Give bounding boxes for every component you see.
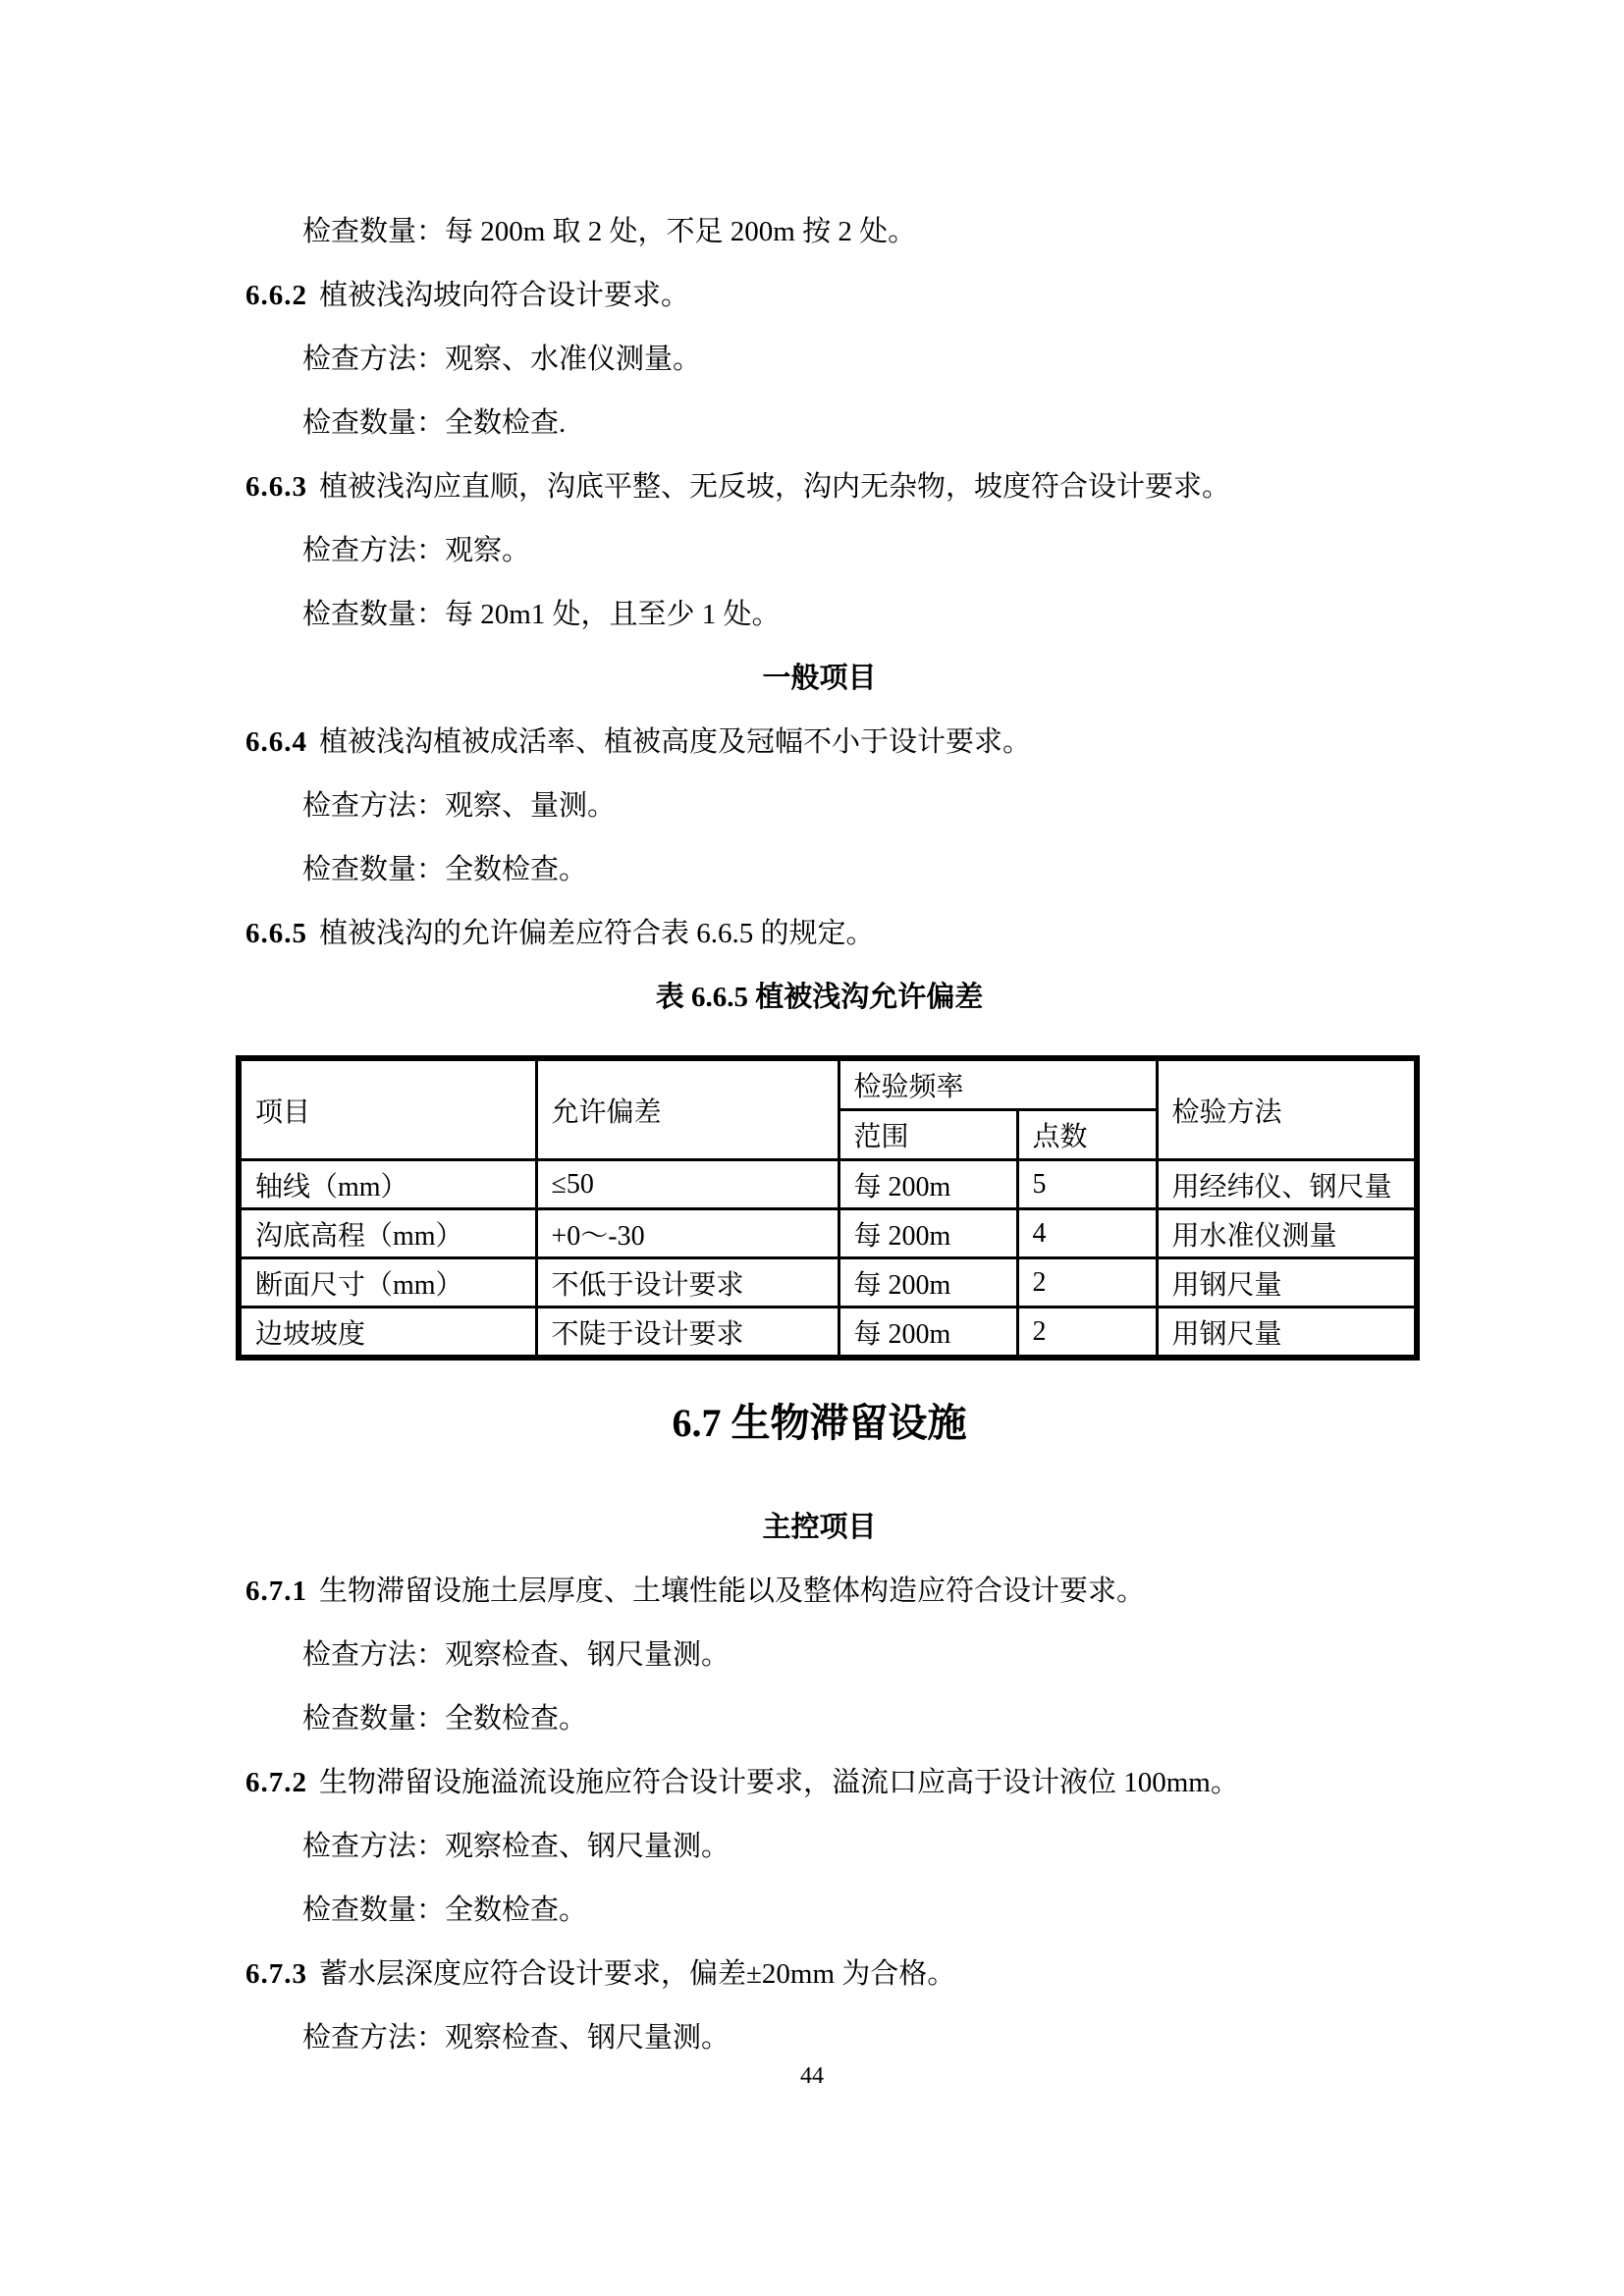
clause-number: 6.6.5	[245, 918, 307, 949]
cell-points: 4	[1017, 1209, 1157, 1258]
cell-points: 5	[1017, 1160, 1157, 1209]
clause-text: 植被浅沟的允许偏差应符合表 6.6.5 的规定。	[319, 918, 875, 949]
check-method-line: 检查方法：观察、量测。	[302, 790, 617, 822]
cell-method: 用水准仪测量	[1157, 1209, 1417, 1258]
cell-range: 每 200m	[839, 1258, 1017, 1308]
cell-points: 2	[1017, 1258, 1157, 1308]
tolerance-table	[236, 1055, 1420, 1361]
clause-number: 6.6.3	[245, 471, 307, 503]
clause-6-7-1	[245, 1560, 1393, 1624]
clause-number: 6.6.2	[245, 280, 307, 311]
clause-6-6-4	[245, 711, 1393, 774]
clause-text: 蓄水层深度应符合设计要求，偏差±20mm 为合格。	[319, 1958, 956, 1990]
clause-text: 生物滞留设施溢流设施应符合设计要求，溢流口应高于设计液位 100mm。	[319, 1767, 1239, 1798]
check-quantity-line: 检查数量：每 20m1 处，且至少 1 处。	[302, 599, 781, 630]
check-method-line: 检查方法：观察检查、钢尺量测。	[302, 1831, 731, 1862]
check-quantity-line: 检查数量：每 200m 取 2 处，不足 200m 按 2 处。	[302, 216, 917, 247]
clause-6-6-5	[245, 902, 1393, 966]
table-row	[239, 1308, 1417, 1359]
clause-6-6-3	[245, 455, 1393, 519]
cell-points: 2	[1017, 1308, 1157, 1359]
section-title-6-7: 6.7 生物滞留设施	[672, 1401, 967, 1445]
cell-item: 边坡坡度	[239, 1308, 536, 1359]
check-quantity-line: 检查数量：全数检查.	[302, 407, 567, 439]
col-header-method: 检验方法	[1157, 1058, 1417, 1160]
col-header-item: 项目	[239, 1058, 536, 1160]
clause-number: 6.7.2	[245, 1767, 307, 1798]
cell-tolerance: +0～-30	[536, 1209, 839, 1258]
check-quantity-line: 检查数量：全数检查。	[302, 1703, 588, 1735]
cell-method: 用钢尺量	[1157, 1258, 1417, 1308]
check-quantity-line: 检查数量：全数检查。	[302, 854, 588, 885]
cell-method: 用钢尺量	[1157, 1308, 1417, 1359]
cell-range: 每 200m	[839, 1308, 1017, 1359]
clause-number: 6.7.3	[245, 1958, 307, 1990]
cell-method: 用经纬仪、钢尺量	[1157, 1160, 1417, 1209]
clause-6-6-2	[245, 264, 1393, 328]
clause-number: 6.7.1	[245, 1575, 307, 1607]
clause-number: 6.6.4	[245, 726, 307, 758]
clause-text: 植被浅沟应直顺，沟底平整、无反坡，沟内无杂物，坡度符合设计要求。	[319, 471, 1231, 503]
check-quantity-line: 检查数量：全数检查。	[302, 1895, 588, 1926]
table-row	[239, 1258, 1417, 1308]
cell-item: 轴线（mm）	[239, 1160, 536, 1209]
clause-text: 植被浅沟坡向符合设计要求。	[319, 280, 690, 311]
col-header-tolerance: 允许偏差	[536, 1058, 839, 1160]
cell-item: 沟底高程（mm）	[239, 1209, 536, 1258]
check-method-line: 检查方法：观察检查、钢尺量测。	[302, 2022, 731, 2054]
cell-item: 断面尺寸（mm）	[239, 1258, 536, 1308]
table-header-row	[239, 1058, 1417, 1110]
heading-main-control: 主控项目	[762, 1512, 877, 1543]
cell-tolerance: 不陡于设计要求	[536, 1308, 839, 1359]
table-caption: 表 6.6.5 植被浅沟允许偏差	[655, 982, 984, 1013]
table-row	[239, 1209, 1417, 1258]
clause-6-7-3	[245, 1943, 1393, 2006]
cell-range: 每 200m	[839, 1160, 1017, 1209]
page-number: 44	[800, 2063, 824, 2089]
check-method-line: 检查方法：观察检查、钢尺量测。	[302, 1639, 731, 1671]
cell-tolerance: ≤50	[536, 1160, 839, 1209]
check-method-line: 检查方法：观察、水准仪测量。	[302, 344, 702, 375]
check-method-line: 检查方法：观察。	[302, 535, 531, 566]
table-row	[239, 1160, 1417, 1209]
col-header-frequency: 检验频率	[839, 1058, 1157, 1110]
heading-general-items: 一般项目	[762, 663, 877, 694]
cell-range: 每 200m	[839, 1209, 1017, 1258]
clause-6-7-2	[245, 1751, 1393, 1815]
clause-text: 生物滞留设施土层厚度、土壤性能以及整体构造应符合设计要求。	[319, 1575, 1146, 1607]
col-header-points: 点数	[1017, 1110, 1157, 1160]
cell-tolerance: 不低于设计要求	[536, 1258, 839, 1308]
clause-text: 植被浅沟植被成活率、植被高度及冠幅不小于设计要求。	[319, 726, 1032, 758]
col-header-range: 范围	[839, 1110, 1017, 1160]
